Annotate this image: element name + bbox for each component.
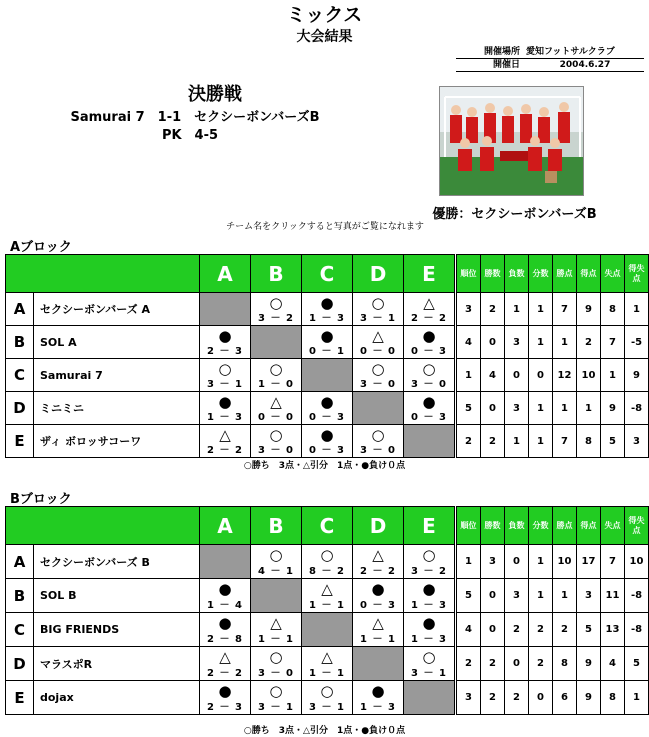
match-score: 1 － 3 (411, 634, 447, 645)
match-cell (404, 545, 455, 579)
stat-value: 2 (481, 647, 505, 681)
stat-value: 5 (577, 613, 601, 647)
stat-value: 4 (457, 326, 481, 359)
stat-value: 13 (601, 613, 625, 647)
match-cell (251, 647, 302, 681)
team-name-link[interactable]: ミニミニ (34, 392, 200, 425)
row-label: D (6, 392, 34, 425)
stat-value: 1 (529, 425, 553, 458)
match-score: 1 － 3 (309, 313, 345, 324)
match-cell (302, 647, 353, 681)
row-label: E (6, 681, 34, 715)
team-photo-image (440, 87, 584, 196)
team-header (6, 255, 200, 293)
match-score: 0 － 3 (411, 412, 447, 423)
result-mark: ○ (269, 546, 283, 564)
result-mark: △ (372, 327, 384, 345)
match-cell (251, 613, 302, 647)
result-mark: ● (320, 294, 334, 312)
stat-header: 順位 (457, 507, 481, 545)
match-score: 0 － 0 (360, 346, 396, 357)
stat-value: 9 (577, 681, 601, 715)
col-header-b: B (251, 255, 302, 293)
stat-value: 0 (481, 392, 505, 425)
match-score: 3 － 1 (207, 379, 243, 390)
match-cell (302, 326, 353, 359)
match-score: 1 － 1 (360, 634, 396, 645)
table-row (6, 579, 649, 613)
stat-value: 1 (529, 293, 553, 326)
stat-header: 分数 (529, 507, 553, 545)
stat-value: 0 (529, 359, 553, 392)
stat-value: 5 (457, 392, 481, 425)
result-mark: ○ (320, 546, 334, 564)
match-cell (353, 359, 404, 392)
table-row (6, 647, 649, 681)
final-pk: PK 4-5 (161, 128, 219, 143)
match-cell (302, 545, 353, 579)
stat-value: 3 (481, 545, 505, 579)
match-cell (200, 681, 251, 715)
stat-header: 勝点 (553, 255, 577, 293)
self-cell (353, 392, 404, 425)
match-score: 0 － 1 (309, 346, 345, 357)
page-title: ミックス (286, 4, 363, 26)
team-name-link[interactable]: SOL B (34, 579, 200, 613)
self-cell (302, 613, 353, 647)
match-score: 1 － 4 (207, 600, 243, 611)
match-cell (353, 425, 404, 458)
match-score: 1 － 3 (411, 600, 447, 611)
match-cell (251, 425, 302, 458)
stat-value: 1 (505, 425, 529, 458)
stat-value: 0 (505, 647, 529, 681)
stat-value: 3 (457, 293, 481, 326)
stat-value: 1 (457, 545, 481, 579)
result-mark: △ (219, 426, 231, 444)
result-mark: ● (371, 580, 385, 598)
stat-header: 得点 (577, 507, 601, 545)
click-note: チーム名をクリックすると写真がご覧になれます (226, 222, 424, 232)
stat-value: 1 (553, 326, 577, 359)
match-score: 0 － 0 (258, 412, 294, 423)
stat-value: 2 (481, 425, 505, 458)
result-mark: ● (320, 327, 334, 345)
stat-header: 得点 (577, 255, 601, 293)
self-cell (251, 579, 302, 613)
self-cell (251, 326, 302, 359)
stat-value: 2 (577, 326, 601, 359)
result-mark: ● (218, 327, 232, 345)
result-mark: ○ (371, 426, 385, 444)
stat-value: 8 (577, 425, 601, 458)
stat-value: 2 (457, 647, 481, 681)
stat-value: 9 (577, 647, 601, 681)
result-mark: ○ (269, 294, 283, 312)
match-score: 3 － 1 (309, 702, 345, 713)
final-score: Samurai 7 1-1 セクシーボンバーズB (70, 110, 320, 125)
stat-header: 得失点 (625, 507, 649, 545)
stat-value: 8 (553, 647, 577, 681)
result-mark: ● (218, 614, 232, 632)
match-score: 0 － 3 (309, 412, 345, 423)
match-cell (353, 681, 404, 715)
result-mark: ● (422, 580, 436, 598)
result-mark: △ (219, 648, 231, 666)
result-mark: ● (218, 682, 232, 700)
row-label: A (6, 293, 34, 326)
stat-value: 3 (457, 681, 481, 715)
stat-header: 失点 (601, 507, 625, 545)
table-row (6, 359, 649, 392)
team-name-link[interactable]: dojax (34, 681, 200, 715)
match-cell (251, 359, 302, 392)
match-score: 1 － 1 (309, 668, 345, 679)
team-name-link[interactable]: SOL A (34, 326, 200, 359)
stat-value: 9 (577, 293, 601, 326)
stat-value: 7 (601, 326, 625, 359)
result-mark: △ (321, 648, 333, 666)
result-mark: △ (270, 393, 282, 411)
team-name-link[interactable]: セクシーボンバーズ A (34, 293, 200, 326)
stat-value: 12 (553, 359, 577, 392)
self-cell (404, 425, 455, 458)
stat-value: 10 (577, 359, 601, 392)
stat-value: 2 (529, 647, 553, 681)
match-cell (353, 293, 404, 326)
stat-value: 5 (601, 425, 625, 458)
match-score: 3 － 0 (258, 668, 294, 679)
self-cell (353, 647, 404, 681)
match-score: 8 － 2 (309, 566, 345, 577)
result-mark: △ (270, 614, 282, 632)
col-header-d: D (353, 255, 404, 293)
self-cell (302, 359, 353, 392)
row-label: A (6, 545, 34, 579)
match-cell (200, 647, 251, 681)
team-photo[interactable] (439, 86, 584, 196)
result-mark: ○ (320, 682, 334, 700)
col-header-e: E (404, 507, 455, 545)
date-label: 開催日 (492, 60, 520, 70)
stat-value: 2 (481, 293, 505, 326)
stat-value: 2 (505, 613, 529, 647)
team-name-link[interactable]: マラスポR (34, 647, 200, 681)
stat-header: 負数 (505, 255, 529, 293)
match-score: 3 － 1 (411, 668, 447, 679)
stat-value: 1 (553, 579, 577, 613)
stat-value: 0 (481, 613, 505, 647)
stat-value: -8 (625, 392, 649, 425)
match-cell (353, 326, 404, 359)
table-row (6, 425, 649, 458)
venue-value: 愛知フットサルクラブ (526, 47, 615, 57)
stat-value: 10 (553, 545, 577, 579)
result-mark: ○ (422, 648, 436, 666)
date-row (456, 59, 644, 72)
match-cell (200, 392, 251, 425)
row-label: C (6, 359, 34, 392)
self-cell (200, 545, 251, 579)
stat-value: 7 (601, 545, 625, 579)
match-cell (404, 359, 455, 392)
result-mark: △ (372, 614, 384, 632)
result-mark: ● (320, 426, 334, 444)
stat-value: 10 (625, 545, 649, 579)
stat-value: 1 (529, 326, 553, 359)
match-score: 2 － 2 (360, 566, 396, 577)
winner-text: 優勝：セクシーボンバーズB (432, 207, 597, 222)
match-score: 4 － 1 (258, 566, 294, 577)
legend-a: ○勝ち 3点・△引分 1点・●負け０点 (243, 461, 406, 471)
row-label: B (6, 326, 34, 359)
match-cell (200, 579, 251, 613)
stat-value: 1 (529, 579, 553, 613)
stat-value: 6 (553, 681, 577, 715)
match-score: 0 － 3 (360, 600, 396, 611)
table-row (6, 392, 649, 425)
stat-value: 1 (625, 681, 649, 715)
match-score: 3 － 0 (258, 445, 294, 456)
header-row (6, 507, 649, 545)
stat-value: 1 (505, 293, 529, 326)
stat-value: 1 (625, 293, 649, 326)
result-mark: ○ (371, 294, 385, 312)
match-cell (353, 613, 404, 647)
table-row (6, 545, 649, 579)
match-cell (404, 647, 455, 681)
col-header-a: A (200, 255, 251, 293)
stat-value: 0 (481, 579, 505, 613)
stat-value: 2 (481, 681, 505, 715)
stat-value: 5 (457, 579, 481, 613)
result-mark: ○ (371, 360, 385, 378)
col-header-a: A (200, 507, 251, 545)
venue-info (456, 46, 644, 72)
col-header-c: C (302, 507, 353, 545)
match-cell (404, 613, 455, 647)
stat-value: 1 (601, 359, 625, 392)
match-cell (200, 425, 251, 458)
stat-value: 7 (553, 293, 577, 326)
result-mark: ○ (269, 648, 283, 666)
match-cell (404, 326, 455, 359)
stat-value: 3 (505, 326, 529, 359)
result-mark: ○ (269, 360, 283, 378)
header-row (6, 255, 649, 293)
result-mark: △ (423, 294, 435, 312)
result-mark: △ (321, 580, 333, 598)
page-subtitle: 大会結果 (296, 29, 353, 45)
table-row (6, 613, 649, 647)
col-header-c: C (302, 255, 353, 293)
col-header-b: B (251, 507, 302, 545)
match-cell (251, 293, 302, 326)
table-row (6, 326, 649, 359)
block-a-label: Aブロック (10, 240, 72, 255)
col-header-d: D (353, 507, 404, 545)
match-score: 2 － 8 (207, 634, 243, 645)
stat-value: 2 (457, 425, 481, 458)
match-cell (404, 293, 455, 326)
match-score: 3 － 1 (258, 702, 294, 713)
self-cell (200, 293, 251, 326)
match-cell (353, 545, 404, 579)
match-score: 0 － 3 (411, 346, 447, 357)
match-cell (404, 579, 455, 613)
match-score: 3 － 2 (411, 566, 447, 577)
stat-value: 2 (553, 613, 577, 647)
result-mark: ○ (269, 682, 283, 700)
stat-value: 1 (457, 359, 481, 392)
match-cell (251, 392, 302, 425)
stat-value: 3 (505, 392, 529, 425)
match-score: 1 － 1 (309, 600, 345, 611)
stat-header: 負数 (505, 507, 529, 545)
match-score: 2 － 3 (207, 346, 243, 357)
stat-value: 11 (601, 579, 625, 613)
match-cell (302, 425, 353, 458)
match-cell (302, 681, 353, 715)
result-mark: ● (218, 580, 232, 598)
final-title: 決勝戦 (188, 84, 242, 105)
stat-value: 3 (625, 425, 649, 458)
row-label: C (6, 613, 34, 647)
match-cell (302, 579, 353, 613)
block-a-table (5, 254, 649, 458)
match-score: 3 － 0 (360, 379, 396, 390)
stat-value: 0 (529, 681, 553, 715)
result-mark: ○ (218, 360, 232, 378)
stat-value: 4 (481, 359, 505, 392)
stat-value: 4 (601, 647, 625, 681)
match-score: 1 － 0 (258, 379, 294, 390)
result-mark: ○ (422, 360, 436, 378)
match-cell (404, 392, 455, 425)
block-b-label: Bブロック (10, 492, 72, 507)
match-cell (251, 681, 302, 715)
stat-header: 失点 (601, 255, 625, 293)
result-mark: ● (422, 393, 436, 411)
block-b-table (5, 506, 649, 715)
stat-value: 4 (457, 613, 481, 647)
stat-header: 得失点 (625, 255, 649, 293)
match-cell (302, 392, 353, 425)
team-name-link[interactable]: BIG FRIENDS (34, 613, 200, 647)
stat-value: 0 (505, 545, 529, 579)
stat-header: 順位 (457, 255, 481, 293)
row-label: D (6, 647, 34, 681)
match-cell (302, 293, 353, 326)
stat-value: 1 (529, 392, 553, 425)
stat-value: 5 (625, 647, 649, 681)
venue-row (456, 46, 644, 59)
stat-value: 1 (529, 545, 553, 579)
row-label: E (6, 425, 34, 458)
venue-label: 開催場所 (483, 47, 520, 57)
result-mark: ● (371, 682, 385, 700)
self-cell (404, 681, 455, 715)
match-cell (251, 545, 302, 579)
stat-value: 1 (577, 392, 601, 425)
match-score: 3 － 1 (360, 313, 396, 324)
match-score: 1 － 3 (360, 702, 396, 713)
match-score: 1 － 3 (207, 412, 243, 423)
match-cell (200, 326, 251, 359)
match-cell (200, 359, 251, 392)
match-score: 2 － 2 (207, 668, 243, 679)
match-score: 3 － 0 (360, 445, 396, 456)
result-mark: ○ (422, 546, 436, 564)
stat-header: 勝点 (553, 507, 577, 545)
stat-value: 9 (601, 392, 625, 425)
row-label: B (6, 579, 34, 613)
legend-b: ○勝ち 3点・△引分 1点・●負け０点 (243, 726, 406, 736)
col-header-e: E (404, 255, 455, 293)
result-mark: ○ (269, 426, 283, 444)
table-row (6, 681, 649, 715)
result-mark: △ (372, 546, 384, 564)
stat-value: -5 (625, 326, 649, 359)
team-header (6, 507, 200, 545)
team-name-link[interactable]: ザィ ボロッサコーワ (34, 425, 200, 458)
team-name-link[interactable]: セクシーボンバーズ B (34, 545, 200, 579)
stat-value: 17 (577, 545, 601, 579)
match-score: 2 － 3 (207, 702, 243, 713)
stat-value: 3 (577, 579, 601, 613)
match-score: 2 － 2 (411, 313, 447, 324)
stat-value: -8 (625, 613, 649, 647)
stat-value: 2 (505, 681, 529, 715)
team-name-link[interactable]: Samurai 7 (34, 359, 200, 392)
stat-header: 分数 (529, 255, 553, 293)
stat-value: 0 (481, 326, 505, 359)
result-mark: ● (320, 393, 334, 411)
result-mark: ● (218, 393, 232, 411)
match-score: 3 － 0 (411, 379, 447, 390)
stat-value: -8 (625, 579, 649, 613)
match-score: 2 － 2 (207, 445, 243, 456)
stat-value: 3 (505, 579, 529, 613)
match-cell (200, 613, 251, 647)
match-cell (353, 579, 404, 613)
result-mark: ● (422, 327, 436, 345)
stat-value: 9 (625, 359, 649, 392)
stat-value: 8 (601, 293, 625, 326)
match-score: 0 － 3 (309, 445, 345, 456)
stat-header: 勝数 (481, 507, 505, 545)
stat-value: 2 (529, 613, 553, 647)
stat-value: 1 (553, 392, 577, 425)
match-score: 1 － 1 (258, 634, 294, 645)
stat-header: 勝数 (481, 255, 505, 293)
stat-value: 7 (553, 425, 577, 458)
stat-value: 8 (601, 681, 625, 715)
result-mark: ● (422, 614, 436, 632)
table-row (6, 293, 649, 326)
stat-value: 0 (505, 359, 529, 392)
match-score: 3 － 2 (258, 313, 294, 324)
date-value: 2004.6.27 (559, 60, 611, 70)
